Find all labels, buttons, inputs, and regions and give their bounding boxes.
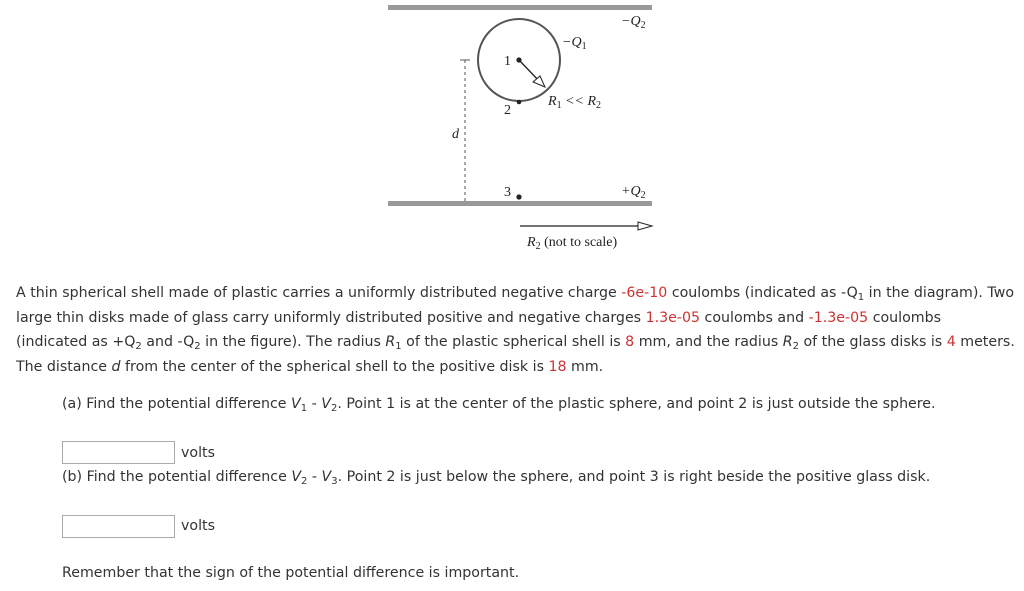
label-point-3: 3 — [504, 185, 511, 200]
part-b-answer-input[interactable] — [62, 515, 175, 538]
point-1-dot — [516, 57, 521, 62]
radius-r2-value: 4 — [946, 334, 956, 350]
positive-glass-disk — [388, 201, 652, 206]
label-neg-q2: $-Q_2$ — [621, 14, 646, 31]
part-a-answer-input[interactable] — [62, 441, 175, 464]
radius-arrowhead — [533, 76, 545, 87]
label-point-1: 1 — [504, 54, 511, 69]
label-d: d — [452, 127, 459, 142]
physics-diagram — [0, 0, 1024, 260]
label-point-2: 2 — [504, 103, 511, 118]
part-a-question: (a) Find the potential difference $V_1 - V_2$. Point 1 is at the center of the plastic sphere, and point 2 is just outside the sphere. — [62, 396, 936, 414]
sign-reminder-note: Remember that the sign of the potential difference is important. — [62, 565, 520, 581]
label-r2-not-to-scale: $R_2$ (not to scale) — [527, 235, 618, 252]
part-b-unit-label: volts — [181, 518, 215, 534]
negative-glass-disk — [388, 5, 652, 10]
part-b-question: (b) Find the potential difference $V_2 - V_3$. Point 2 is just below the sphere, and point 3 is right beside the positive glass disk. — [62, 469, 931, 487]
point-3-dot — [516, 194, 521, 199]
part-a-unit-label: volts — [181, 445, 215, 461]
point-2-dot — [517, 100, 522, 105]
distance-d-value: 18 — [548, 358, 567, 375]
problem-statement: A thin spherical shell made of plastic carries a uniformly distributed negative charge -6e-10 coulombs (indicated as $-Q_1$ in the diagram). Two large thin disks made of glass carry uniformly distributed positive and negative charges 1.3e-05 coulombs and -1.3e-05 coulombs (indicated as $+Q_2$ and $-Q_2$ in the figure). The radius $R_1$ of the plastic spherical shell is 8 mm, and the radius $R_2$ of the glass disks is 4 meters. The distance d from the center of the spherical shell to the positive disk is 18 mm. — [16, 285, 1015, 375]
charge-q2-negative-value: -1.3e-05 — [808, 309, 869, 326]
label-r-relation: $R_1 << R_2$ — [548, 94, 602, 111]
r2-scale-arrowhead — [638, 222, 652, 230]
label-neg-q1: $-Q_1$ — [562, 35, 587, 52]
charge-q2-positive-value: 1.3e-05 — [645, 309, 701, 326]
charge-q1-value: -6e-10 — [621, 285, 668, 301]
label-pos-q2: $+Q_2$ — [621, 184, 646, 201]
radius-r1-value: 8 — [625, 334, 635, 350]
